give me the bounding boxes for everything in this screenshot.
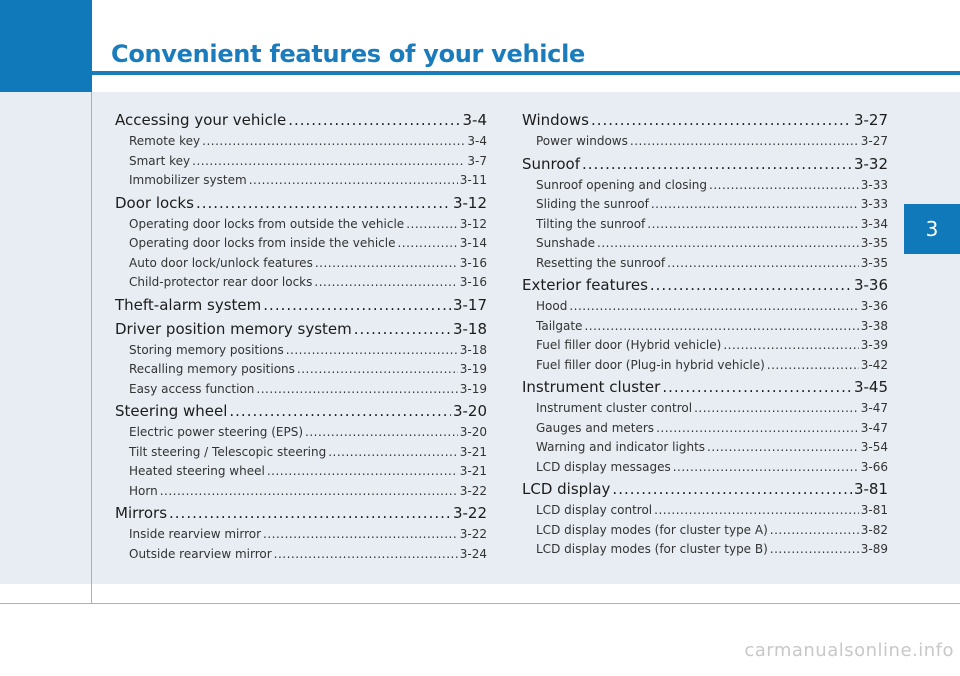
dot-leader [229,399,451,423]
toc-entry-page: 3-35 [860,255,888,270]
toc-section-title: Windows [522,111,589,129]
toc-entry[interactable] [115,215,487,235]
toc-entry-label: Easy access function [129,381,255,396]
toc-section-title: Driver position memory system [115,319,352,338]
toc-entry-page: 3-16 [459,255,487,270]
toc-entry[interactable] [522,195,888,215]
dot-leader [328,443,458,463]
toc-entry-page: 3-11 [459,173,487,187]
toc-entry-page: 3-24 [459,546,487,561]
dot-leader [297,360,458,380]
toc-entry[interactable] [115,462,487,482]
dot-leader [288,108,460,132]
toc-entry[interactable] [522,234,888,254]
toc-column-left [115,108,487,564]
toc-entry-label: Tilt steering / Telescopic steering [129,444,327,459]
toc-entry[interactable] [522,176,888,196]
toc-entry-label: Sunshade [536,236,596,250]
toc-entry-page: 3-7 [467,153,487,168]
dot-leader [256,380,457,400]
dot-leader [656,419,859,439]
toc-section [522,375,888,477]
toc-entry-label: Fuel filler door (Hybrid vehicle) [536,338,722,352]
toc-entry-page: 3-36 [860,299,888,313]
toc-entry[interactable] [115,152,487,172]
toc-entry-label: Recalling memory positions [129,362,295,376]
toc-section-page: 3-36 [853,276,888,294]
toc-section-page: 3-45 [853,378,888,396]
toc-entry-label: Inside rearview mirror [129,527,262,541]
dot-leader [354,317,451,341]
toc-section-title: Exterior features [522,276,648,294]
toc-entry[interactable] [115,380,487,400]
toc-entry-label: Tilting the sunroof [536,216,646,231]
toc-entry-label: Tailgate [536,318,583,333]
toc-entry-page: 3-34 [860,216,888,231]
toc-entry-label: Resetting the sunroof [536,255,666,270]
dot-leader [770,540,859,560]
title-underline [92,71,960,75]
page-title: Convenient features of your vehicle [111,40,586,68]
toc-entry-label: Operating door locks from inside the vehicle [129,236,396,250]
toc-entry[interactable] [522,458,888,478]
toc-section-heading[interactable] [115,317,487,341]
toc-entry-label: Hood [536,299,568,313]
toc-section [522,273,888,375]
dot-leader [673,458,859,478]
dot-leader [249,171,458,191]
toc-section-page: 3-12 [452,193,487,212]
toc-entry-label: LCD display control [536,503,653,517]
dot-leader [662,375,852,399]
toc-section-heading[interactable] [522,108,888,132]
toc-section-title: Door locks [115,193,194,212]
toc-entry-label: Instrument cluster control [536,401,693,415]
toc-section-title: Mirrors [115,504,168,522]
toc-section [115,108,487,191]
toc-section-heading[interactable] [522,152,888,176]
toc-entry-page: 3-12 [459,216,487,231]
toc-entry-page: 3-38 [860,318,888,333]
toc-entry-label: Sunroof opening and closing [536,177,708,192]
toc-entry-label: Warning and indicator lights [536,440,706,454]
dot-leader [286,341,458,361]
toc-section-heading[interactable] [522,375,888,399]
dot-leader [582,152,852,176]
dot-leader [654,501,859,521]
watermark-text: carmanualsonline.info [744,640,954,661]
dot-leader [569,297,858,317]
dot-leader [612,477,852,501]
toc-column-right [522,108,888,560]
dot-leader [651,195,859,215]
toc-entry[interactable] [522,419,888,439]
dot-leader [314,273,457,293]
toc-entry-label: Electric power steering (EPS) [129,425,304,439]
toc-entry-page: 3-19 [459,381,487,396]
toc-entry[interactable] [115,482,487,502]
toc-entry[interactable] [522,399,888,419]
toc-entry-page: 3-20 [459,425,487,439]
toc-section-heading[interactable] [522,477,888,501]
toc-entry-label: Power windows [536,134,628,148]
toc-section-page: 3-17 [452,295,487,314]
toc-entry-page: 3-18 [459,342,487,357]
toc-section-heading[interactable] [115,399,487,423]
toc-section-heading[interactable] [115,108,487,132]
toc-section-title: Instrument cluster [522,378,661,396]
toc-entry-page: 3-42 [860,357,888,372]
toc-entry[interactable] [522,132,888,152]
toc-section-page: 3-27 [853,111,888,129]
toc-entry-label: Heated steering wheel [129,464,265,478]
dot-leader [707,438,859,458]
toc-entry[interactable] [115,545,487,565]
toc-entry-page: 3-82 [860,522,888,537]
toc-entry-page: 3-54 [860,440,888,454]
toc-entry[interactable] [522,521,888,541]
toc-section-title: Sunroof [522,154,581,173]
toc-entry-page: 3-19 [459,362,487,376]
toc-entry[interactable] [115,341,487,361]
dot-leader [267,462,458,482]
dot-leader [406,215,458,235]
toc-entry-label: Auto door lock/unlock features [129,255,313,270]
toc-entry-page: 3-89 [860,542,888,556]
toc-entry-label: Horn [129,483,158,498]
dot-leader [667,254,859,274]
toc-entry-label: Operating door locks from outside the vehicle [129,216,405,231]
toc-entry-label: Outside rearview mirror [129,546,272,561]
dot-leader [305,423,458,443]
toc-section-page: 3-4 [462,111,487,129]
toc-entry-label: Fuel filler door (Plug-in hybrid vehicle) [536,357,765,372]
toc-entry[interactable] [115,423,487,443]
dot-leader [767,356,859,376]
toc-section-page: 3-22 [452,504,487,522]
dot-leader [650,273,852,297]
toc-entry-page: 3-81 [860,503,888,517]
toc-section-title: LCD display [522,480,611,498]
toc-section [115,293,487,317]
dot-leader [597,234,859,254]
toc-section [115,317,487,400]
toc-entry[interactable] [115,132,487,152]
toc-entry-page: 3-47 [860,420,888,435]
toc-section [115,399,487,501]
toc-entry[interactable] [522,317,888,337]
toc-section-heading[interactable] [115,191,487,215]
toc-entry[interactable] [522,540,888,560]
toc-section [115,501,487,564]
toc-entry-label: Smart key [129,153,191,168]
toc-entry[interactable] [522,356,888,376]
dot-leader [584,317,858,337]
toc-entry-label: Remote key [129,134,201,148]
toc-section-heading[interactable] [115,501,487,525]
toc-entry[interactable] [522,501,888,521]
left-margin-rule [91,92,92,604]
toc-entry[interactable] [522,215,888,235]
toc-entry-page: 3-22 [459,483,487,498]
toc-entry[interactable] [115,171,487,191]
toc-section-title: Theft-alarm system [115,295,262,314]
toc-section-page: 3-18 [452,319,487,338]
toc-entry-page: 3-33 [860,177,888,192]
dot-leader [591,108,852,132]
toc-entry-page: 3-21 [459,464,487,478]
toc-entry-page: 3-33 [860,197,888,211]
dot-leader [397,234,457,254]
toc-entry-label: Sliding the sunroof [536,197,649,211]
chapter-number: 3 [925,217,939,241]
dot-leader [192,152,465,172]
toc-entry-page: 3-14 [459,236,487,250]
toc-entry-label: LCD display modes (for cluster type B) [536,542,768,556]
toc-entry-label: Storing memory positions [129,342,284,357]
chapter-tab[interactable] [904,204,960,254]
toc-section-heading[interactable] [522,273,888,297]
toc-entry[interactable] [522,336,888,356]
dot-leader [202,132,465,152]
toc-section [522,152,888,274]
toc-section [522,108,888,152]
toc-entry-label: Immobilizer system [129,173,247,187]
toc-entry-page: 3-47 [860,401,888,415]
toc-section-title: Accessing your vehicle [115,111,287,129]
toc-section-page: 3-20 [452,402,487,420]
toc-entry-label: Gauges and meters [536,420,655,435]
toc-entry-page: 3-16 [459,275,487,289]
toc-section [522,477,888,560]
toc-section-page: 3-81 [853,480,888,498]
dot-leader [274,545,458,565]
dot-leader [709,176,859,196]
dot-leader [160,482,458,502]
toc-entry[interactable] [522,254,888,274]
dot-leader [196,191,451,215]
dot-leader [770,521,859,541]
toc-entry-label: LCD display messages [536,459,671,474]
dot-leader [315,254,458,274]
toc-entry-page: 3-21 [459,444,487,459]
toc-entry-page: 3-22 [459,527,487,541]
toc-entry[interactable] [522,297,888,317]
toc-entry-label: Child-protector rear door locks [129,275,313,289]
toc-section [115,191,487,293]
toc-section-title: Steering wheel [115,402,228,420]
dot-leader [630,132,859,152]
toc-entry-page: 3-39 [860,338,888,352]
toc-entry-page: 3-27 [860,134,888,148]
toc-entry-page: 3-4 [467,134,487,148]
toc-entry[interactable] [115,254,487,274]
toc-entry[interactable] [115,234,487,254]
dot-leader [263,525,458,545]
corner-color-block [0,0,92,92]
toc-entry[interactable] [115,360,487,380]
toc-section-heading[interactable] [115,293,487,317]
toc-entry[interactable] [115,443,487,463]
toc-entry[interactable] [115,525,487,545]
toc-section-page: 3-32 [853,154,888,173]
toc-entry-page: 3-66 [860,459,888,474]
dot-leader [647,215,859,235]
bottom-rule [0,603,960,604]
dot-leader [169,501,451,525]
toc-entry[interactable] [522,438,888,458]
dot-leader [263,293,451,317]
dot-leader [694,399,859,419]
toc-entry[interactable] [115,273,487,293]
toc-entry-page: 3-35 [860,236,888,250]
dot-leader [723,336,858,356]
toc-entry-label: LCD display modes (for cluster type A) [536,522,768,537]
